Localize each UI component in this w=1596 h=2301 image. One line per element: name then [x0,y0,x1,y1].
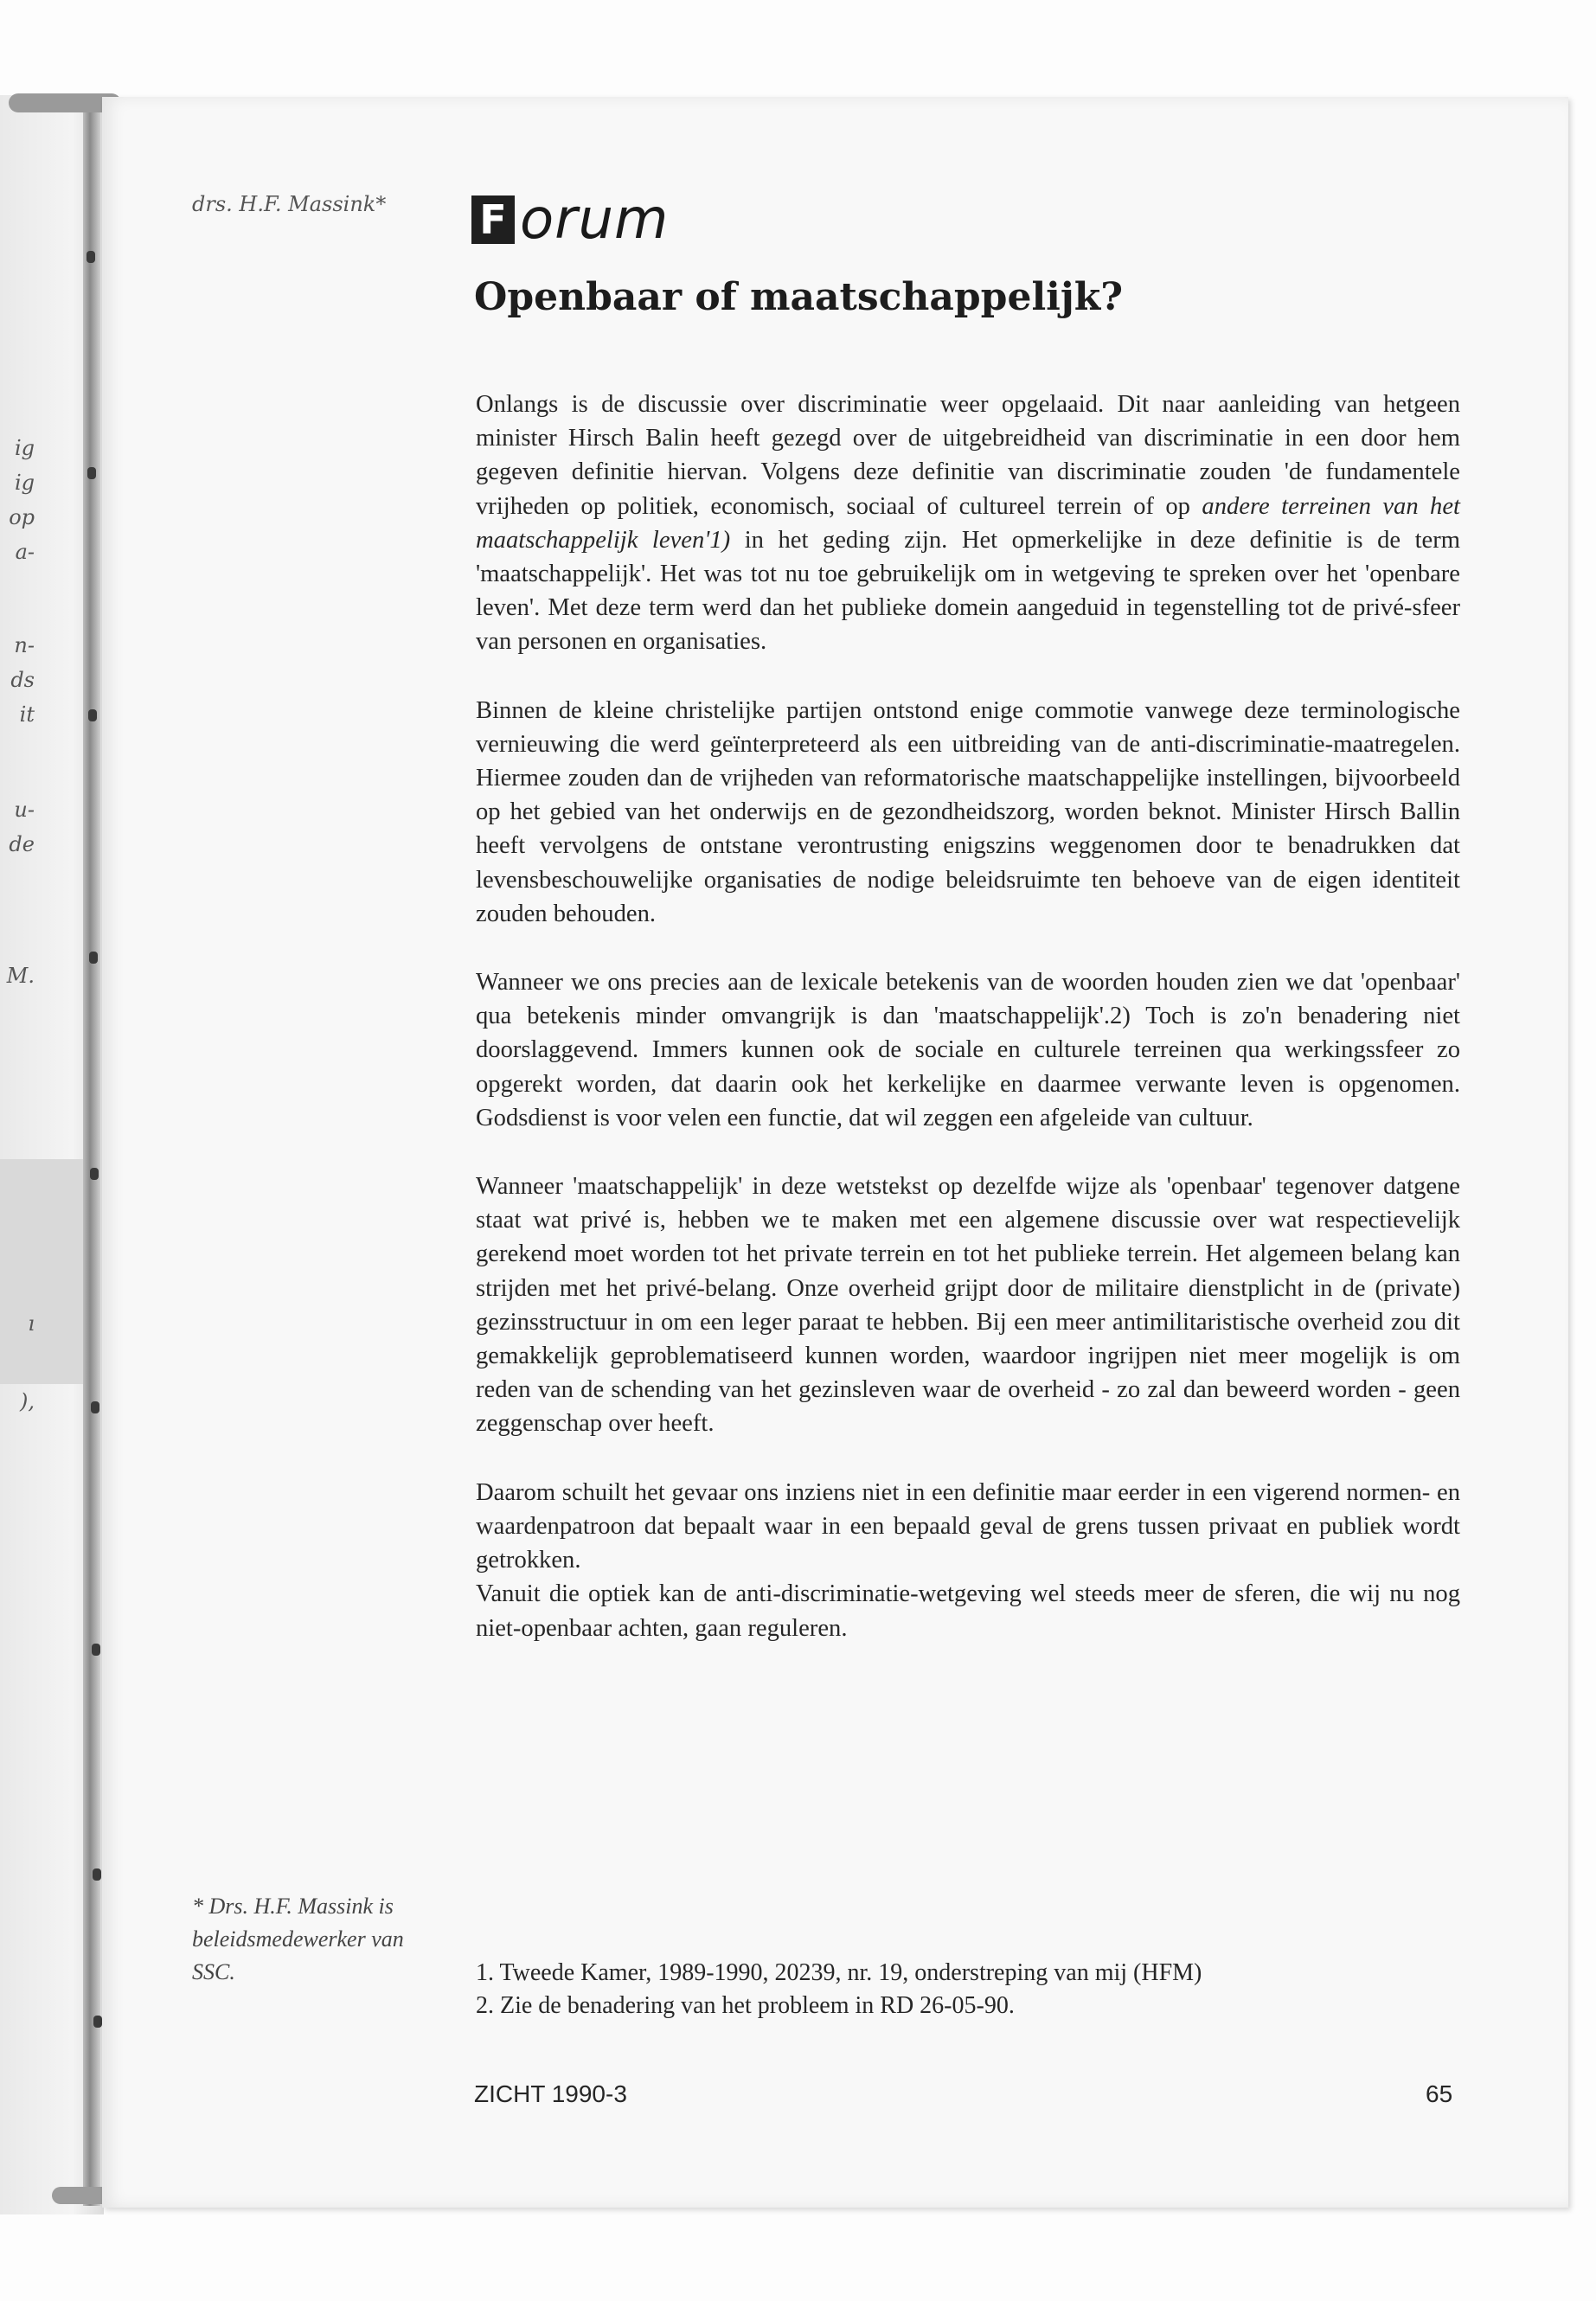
paragraph-1 [476,388,1460,659]
previous-page-fragment: op [9,505,35,529]
binding-stitch [91,1401,99,1413]
binding-stitch [87,251,95,263]
page-number: 65 [1426,2080,1453,2107]
previous-page-fragment: M. [6,964,35,988]
author-byline: drs. H.F. Massink* [192,192,387,216]
author-note: * Drs. H.F. Massink is beleidsmedewerker van SSC. [192,1894,404,1984]
paragraph-6: Vanuit die optiek kan de anti-discriminatie-wetgeving wel steeds meer de sferen, die wij nu nog niet-openbaar achten, gaan reguleren. [476,1580,1460,1642]
binding-stitch [89,952,98,964]
footnotes [476,1957,1453,2022]
previous-page-fragment: it [19,702,35,727]
article-body [476,388,1460,1680]
footer-journal-issue: ZICHT 1990-3 [474,2080,627,2107]
paragraph-5: Daarom schuilt het gevaar ons inziens niet in een definitie maar eerder in een vigerend normen- en waardenpatroon dat bepaalt waar in een bepaald geval de grens tussen privaat en publiek wordt getrokken. [476,1478,1460,1574]
previous-page-fragment: a- [15,540,35,564]
footnote-1: 1. Tweede Kamer, 1989-1990, 20239, nr. 19, onderstreping van mij (HFM) [476,1959,1202,1986]
previous-page-fragment: ig [14,436,35,460]
binding-stitch [93,2016,102,2028]
binding-stitch [92,1644,100,1656]
previous-page-fragment: ), [20,1389,35,1413]
previous-page-fragment: n- [14,633,35,657]
previous-page-fragment: ı [28,1311,35,1336]
section-heading-text: orum [520,188,670,252]
binding-stitch [87,467,96,479]
paragraph-4: Wanneer 'maatschappelijk' in deze wetstekst op dezelfde wijze als 'openbaar' tegenover datgene staat wat privé is, hebben we te maken met een algemene discussie over wat respectievelijk gerekend moet worden tot het private terrein en tot het publieke terrein. Het algemeen belang kan strijden met het privé-belang. Onze overheid grijpt door de militaire dienstplicht in de (private) gezinsstructuur in om een leger paraat te hebben. Bij een meer antimilitaristische overheid zou dit gemakkelijk geproblematiseerd kunnen worden, waardoor ingrijpen niet meer mogelijk is om reden van de schending van het gezinsleven waar de overheid - zo zal dan beweerd worden - geen zeggenschap over heeft. [476,1173,1460,1438]
section-initial-box: F [471,195,515,244]
previous-page-fragment: ds [10,668,35,692]
book-spine [83,95,100,2206]
previous-page-fragment: u- [14,798,35,822]
binding-stitch [93,1868,101,1881]
article-title: Openbaar of maatschappelijk? [474,275,1124,319]
previous-page-fragment: de [9,832,35,856]
section-heading [471,189,669,251]
paragraph-3: Wanneer we ons precies aan de lexicale betekenis van de woorden houden zien we dat 'openbaar' qua betekenis minder omvangrijk is dan 'maatschappelijk'.2) Toch is zo'n benadering niet doorslaggevend. Immers kunnen ook de sociale en culturele terreinen qua werkingssfeer zo opgerekt worden, dat daarin ook het kerkelijke en daarmee verwante leven is opgenomen. Godsdienst is voor velen een functie, dat wil zeggen een afgeleide van cultuur. [476,969,1460,1131]
paragraph-2: Binnen de kleine christelijke partijen ontstond enige commotie vanwege deze terminologische vernieuwing die werd geïnterpreteerd als een uitbreiding van de anti-discriminatie-maatregelen. Hiermee zouden dan de vrijheden van reformatorische maatschappelijke instellingen, bijvoorbeeld op het gebied van het onderwijs en de gezondheidszorg, worden beknot. Minister Hirsch Ballin heeft vervolgens de ontstane verontrusting enigszins weggenomen door te benadrukken dat levensbeschouwelijke organisaties de nodige beleidsruimte ten behoeve van de eigen identiteit zouden behouden. [476,696,1460,927]
paragraph-1-text-continued: in het geding zijn. Het opmerkelijke in deze definitie is de term 'maatschappelijk'. Het was tot nu toe gebruikelijk om in wetgeving te spreken over het 'openbare leven'. Met deze term werd dan het publieke domein aangeduid in tegenstelling tot de privé-sfeer van personen en organisaties. [476,526,1460,656]
footnote-2: 2. Zie de benadering van het probleem in RD 26-05-90. [476,1992,1015,2019]
paragraph-1-italic-quote: andere terreinen van het maatschappelijk leven'1) [476,492,1460,554]
paragraph-1-text: Onlangs is de discussie over discriminatie weer opgelaaid. Dit naar aanleiding van hetgeen minister Hirsch Balin heeft gezegd over de uitgebreidheid van discriminatie in een door hem gegeven definitie hiervan. Volgens deze definitie van discriminatie zouden 'de fundamentele vrijheden op politiek, economisch, sociaal of cultureel terrein of op [476,391,1460,520]
binding-stitch [90,1168,99,1180]
previous-page-fragment: ig [14,471,35,495]
binding-stitch [88,709,97,721]
